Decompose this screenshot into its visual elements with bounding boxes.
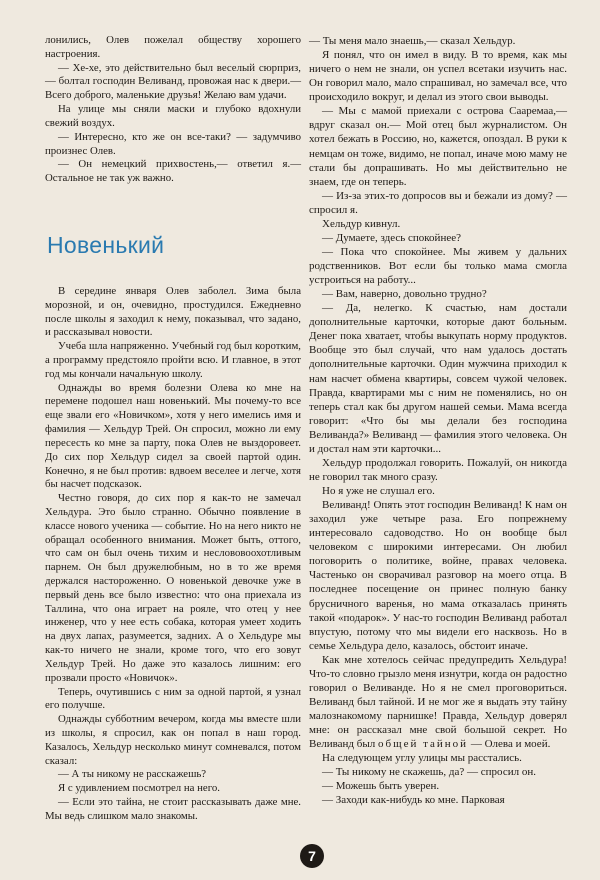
section-title: Новенький — [47, 231, 165, 258]
emphasized-text: общей тайной — [378, 738, 469, 751]
paragraph: Хельдур продолжал говорить. Пожалуй, он никогда не говорил так много сразу. — [309, 456, 567, 483]
paragraph: Учеба шла напряженно. Учебный год был коротким, а программу предстояло пройти всю. И главное, в этот год мы кончали начальную школу. — [45, 340, 301, 380]
paragraph: Веливанд! Опять этот господин Веливанд! К нам он заходил уже четыре раза. Его попрежнему интересовало садоводство. Но он вообще был человеком с широкими интересами. Он любил поговорить о политике, войне, правах человека. Частенько он сворачивал разговор на моего отца. В последнее посещение он принес полную банку брусничного варенья, но мама отказалась принять такой «подарок». У нас-то господин Веливанд работал впустую, потому что мы видели его насквозь. Но в семье Хельдура дело, казалось, обстоит иначе. — [309, 499, 567, 652]
paragraph: — Интересно, кто же он все-таки? — задумчиво произнес Олев. — [45, 130, 301, 157]
paragraph: — Да, нелегко. К счастью, нам достали дополнительные карточки, которые дают больным. Денег пока хватает, чтобы выкупать норму продуктов. Вообще это был случай, что нам удалось достать дополнительные карточки. Один мужчина приходил к нам насчет обмена квартиры, совсем чужой человек. Правда, квартирами мы с ним не поменялись, но он теперь стал как бы другом нашей семьи. Мама всегда говорит: «Что бы мы делали без господина Веливанда?» Веливанд — фамилия этого человека. Он и достал нам эти карточки... — [309, 302, 567, 455]
page-number: 7 — [300, 844, 324, 868]
paragraph: — Мы с мамой приехали с острова Сааремаа,— вдруг сказал он.— Мой отец был журналистом. Он хотел бежать в Россию, но, кажется, опоздал. В руки к немцам он тоже, видимо, не попал, иначе мою маму не стали бы допрашивать. Но мы действительно не знаем, где он теперь. — [309, 105, 567, 188]
story-continuation — [45, 34, 301, 186]
paragraph: — Думаете, здесь спокойнее? — [322, 231, 461, 244]
right-column — [309, 34, 567, 807]
paragraph: Однажды субботним вечером, когда мы вместе шли из школы, я спросил, как он попал в наш город. Казалось, Хельдур несколько минут сомневался, потом сказал: — [45, 713, 301, 767]
paragraph: — Если это тайна, не стоит рассказывать даже мне. Мы ведь слишком мало знакомы. — [45, 796, 301, 822]
paragraph: На улице мы сняли маски и глубоко вдохнули свежий воздух. — [45, 103, 301, 129]
paragraph: Но я уже не слушал его. — [322, 485, 435, 497]
paragraph: — Ты меня мало знаешь,— сказал Хельдур. — [309, 35, 516, 47]
paragraph: — Пока что спокойнее. Мы живем у дальних родственников. Вот если бы только мама смогла устроиться на работу... — [309, 245, 567, 287]
paragraph: Я с удивлением посмотрел на него. — [58, 782, 220, 795]
paragraph — [309, 653, 567, 751]
paragraph: Теперь, очутившись с ним за одной партой, я узнал его получше. — [45, 685, 301, 712]
paragraph: — А ты никому не расскажешь? — [58, 768, 207, 781]
paragraph-text: — Олева и моей. — [470, 738, 551, 751]
section-body-continued — [309, 34, 567, 807]
paragraph: — Ты никому не скажешь, да? — спросил он. — [322, 766, 536, 779]
paragraph: На следующем углу улицы мы расстались. — [322, 752, 522, 765]
paragraph: — Вам, наверно, довольно трудно? — [322, 288, 487, 301]
paragraph: Я понял, что он имел в виду. В то время, как мы ничего о нем не знали, он успел всетаки изучить нас. Он говорил мало, мало спрашивал, но замечал все, что происходило вокруг, и делал из этого свои выводы. — [309, 49, 567, 104]
paragraph: Честно говоря, до сих пор я как-то не замечал Хельдура. Это было странно. Обычно появление в классе нового ученика — событие. Но на него никто не обращал особенного внимания. Может быть, оттого, что сам он был очень тихим и неслововоохотливым парнем. Он был дружелюбным, но в то же время держался настороженно. О новенькой девочке уже в первый день все было известно: что она приехала из Таллина, что она играет на рояле, что отец у нее инженер, что у нее есть собака, которая умеет ходить на двух лапах, разумеется, задних. А о Хельдуре мы как-то ничего не знали, кроме того, что его зовут Хельдур Трей. Но даже это казалось лишним: его прозвали просто «Новичок». — [45, 492, 301, 684]
section-body — [45, 285, 301, 824]
paragraph: — Заходи как-нибудь ко мне. Парковая — [322, 794, 505, 807]
paragraph: — Можешь быть уверен. — [322, 780, 440, 793]
paragraph: — Он немецкий прихвостень,— ответил я.— Остальное не так уж важно. — [45, 158, 301, 185]
paragraph: Хельдур кивнул. — [322, 217, 401, 230]
paragraph: лонились, Олев пожелал обществу хорошего настроения. — [45, 34, 301, 60]
paragraph-text: Как мне хотелось сейчас предупредить Хельдура! Что-то словно грызло меня изнутри, когда он радостно говорил о Веливанде. Но я не смел проговориться. Веливанд был тайной. И не мог же я выдать эту тайну малознакомому парнишке! Правда, Хельдур доверял мне: он рассказал мне свой большой секрет. Но Веливанд был — [309, 653, 568, 751]
paragraph: В середине января Олев заболел. Зима была морозной, и он, очевидно, простудился. Ежедневно после школы я заходил к нему, показывал, что задано, и рассказывал новости. — [45, 284, 301, 339]
paragraph: — Из-за этих-то допросов вы и бежали из дому? — спросил я. — [309, 189, 567, 216]
left-column — [45, 34, 301, 824]
paragraph: — Хе-хе, это действительно был веселый сюрприз,— болтал господин Веливанд, провожая нас к двери.— Всего доброго, маленькие друзья! Желаю вам удачи. — [45, 61, 301, 102]
paragraph: Однажды во время болезни Олева ко мне на перемене подошел наш новенький. Мы почему-то все еще звали его «Новичком», хотя у него имелись имя и фамилия — Хельдур Трей. Он спросил, можно ли ему пересесть ко мне за парту, пока Олев не выздоровеет. До сих пор Хельдур сидел за своей партой один. Конечно, я не был против: вдвоем веселее и легче, хотя бы насчет подсказок. — [45, 381, 301, 491]
